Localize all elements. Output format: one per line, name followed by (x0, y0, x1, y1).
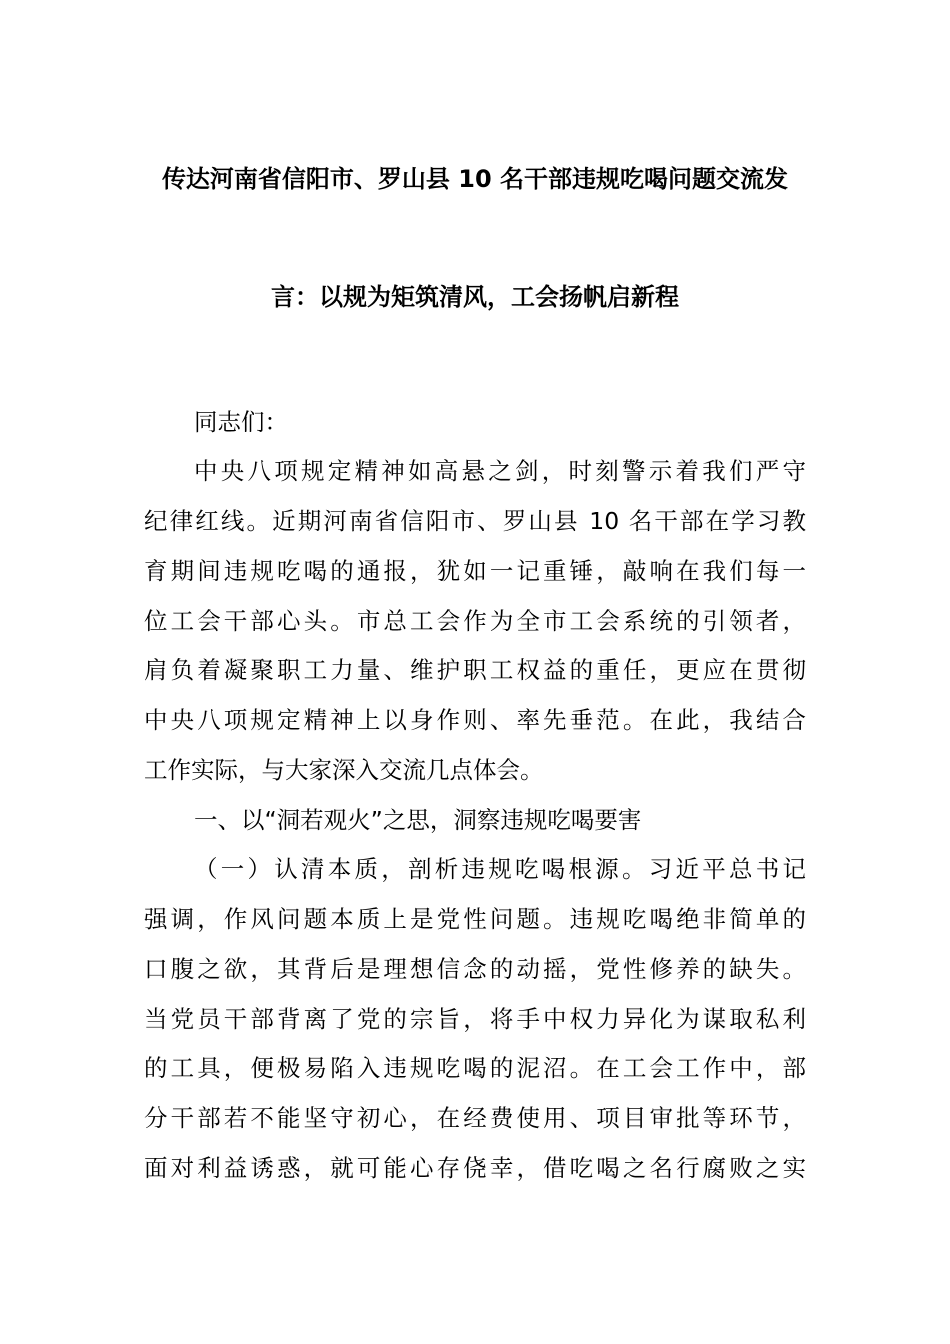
paragraph-line: 位工会干部心头。市总工会作为全市工会系统的引领者， (144, 607, 806, 635)
paragraph-line: 口腹之欲，其背后是理想信念的动摇，党性修养的缺失。 (144, 955, 806, 983)
paragraph-line: 当党员干部背离了党的宗旨，将手中权力异化为谋取私利 (144, 1005, 806, 1033)
paragraph-line: 强调，作风问题本质上是党性问题。违规吃喝绝非简单的 (144, 905, 806, 933)
document-title-line-2: 言：以规为矩筑清风，工会扬帆启新程 (271, 283, 679, 311)
paragraph-line: 分干部若不能坚守初心，在经费使用、项目审批等环节， (144, 1104, 806, 1132)
paragraph-line: 肩负着凝聚职工力量、维护职工权益的重任，更应在贯彻 (144, 656, 806, 684)
paragraph-line: （一）认清本质，剖析违规吃喝根源。习近平总书记 (194, 855, 806, 883)
paragraph-line: 工作实际，与大家深入交流几点体会。 (144, 756, 544, 784)
paragraph-line: 纪律红线。近期河南省信阳市、罗山县 10 名干部在学习教 (144, 507, 806, 535)
paragraph-line: 的工具，便极易陷入违规吃喝的泥沼。在工会工作中，部 (144, 1054, 806, 1082)
salutation: 同志们： (194, 408, 288, 436)
paragraph-line: 面对利益诱惑，就可能心存侥幸，借吃喝之名行腐败之实 (144, 1154, 806, 1182)
section-heading: 一、以“洞若观火”之思，洞察违规吃喝要害 (194, 806, 642, 834)
paragraph-line: 育期间违规吃喝的通报，犹如一记重锤，敲响在我们每一 (144, 557, 806, 585)
paragraph-line: 中央八项规定精神如高悬之剑，时刻警示着我们严守 (194, 457, 806, 485)
document-title-line-1: 传达河南省信阳市、罗山县 10 名干部违规吃喝问题交流发 (161, 165, 789, 193)
paragraph-line: 中央八项规定精神上以身作则、率先垂范。在此，我结合 (144, 706, 806, 734)
